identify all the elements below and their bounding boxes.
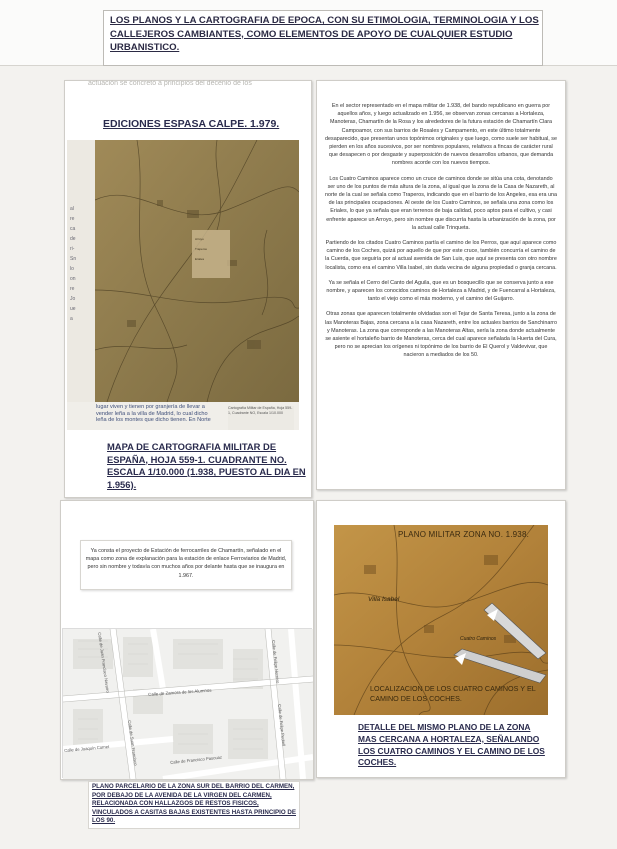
svg-text:Sn: Sn (70, 256, 77, 262)
history-paragraph: En el sector representado en el mapa militar de 1.938, del bando republicano en guerra por aquellos años, y luego actualizado en 1.956, se observan zonas cercanas a Hortaleza, Manoteras, Chamartín de la Rosa y los alrededores de la futura estación de Chamartín Clara Campoamor, con sus barrios de Rosales y Campamento, en este último totalmente desaparecido, que presentan unos topónimos originales y que luego, como suele ser habitual, se pierden en los años sucesivos, por ser nombres populares, relativos a fincas de carácter rural que desapecen o por desgaste y superposición de nuevos desarrollos urbanos, que demanda nombres acorde con los nuevos tiempos. (325, 103, 557, 167)
street-label: Calle de Joaquín Cornet (64, 744, 110, 753)
svg-text:lo: lo (70, 266, 74, 272)
svg-text:Jo: Jo (70, 296, 76, 302)
street-label: Calle de Juan Francisco Navarro (97, 632, 111, 694)
street-label: Calle de Felipe Pedrell (277, 704, 287, 747)
svg-text:re: re (70, 216, 75, 222)
svg-text:de: de (70, 236, 76, 242)
zone-map-overlay-text: LOCALIZACION DE LOS CUATRO CAMINOS Y EL CAMINO DE LOS COCHES. (370, 684, 536, 703)
svg-text:al: al (70, 206, 74, 212)
ghost-text: actuación se concretó a principios del decenio de los (88, 80, 252, 87)
svg-text:ue: ue (70, 306, 76, 312)
street-label: Calle de Francisco Pascuaz (170, 754, 223, 765)
history-paragraph: Los Cuatro Caminos aparece como un cruce de caminos donde se sitúa una cota, denotando ser uno de los puntos de más altura de la zona, al igual que la zona de la Casa de Nazareth, al norte de la cual se señala como Traperos, indicando que en el barrio de los Angeles, esa era una de las principales ocupaciones. Al oeste de los Cuatro Caminos, se señala una zona como los Eriales, lo que ya señala que eran terrenos de baja calidad, poco aptos para el cultivo, y casi enfrente aparece un Arroyo, pero sin nombre que discurría hasta la urbanización de la zona, por la actual calle Trinqueta. (325, 175, 557, 231)
chamartin-note: Ya consta el proyecto de Estación de ferrocarriles de Chamartín, señalado en el mapa como zona de explanación para la estación de enlace Ferroviarios de Madrid, pero sin nombre y todavía con muchos años por delante hasta que se inaugura en 1.967. (85, 548, 287, 579)
svg-text:Arroyo: Arroyo (195, 237, 204, 241)
svg-text:on: on (70, 276, 76, 282)
page-title: LOS PLANOS Y LA CARTOGRAFIA DE EPOCA, CON SU ETIMOLOGIA, TERMINOLOGIA Y LOS CALLEJEROS CAMBIANTES, COMO ELEMENTOS DE APOYO DE CUALQUIER ESTUDIO URBANISTICO. (110, 15, 539, 53)
svg-text:ca: ca (70, 226, 76, 232)
svg-text:Eriales: Eriales (195, 257, 205, 261)
map-inset-label: Cartografía Militar de España, Hoja 559-1, Cuadrante NO, Escala 1/10.000 (228, 406, 294, 430)
military-map-caption: MAPA DE CARTOGRAFIA MILITAR DE ESPAÑA, HOJA 559-1. CUADRANTE NO. ESCALA 1/10.000 (1.938, PUESTO AL DIA EN 1.956). (107, 441, 306, 490)
history-paragraph: Ya se señala el Cerro del Canto del Aguila, que es un bosquecillo que se conserva junto a ese nombre, y aparecen los conocidos caminos de Hortaleza a Madrid, y de Fuencarral a Hortaleza, tanto el viejo como el más moderno, y el camino del Guijarro. (326, 279, 556, 303)
street-label: Calle de Felipe Herrero (271, 640, 281, 684)
history-paragraph: Otras zonas que aparecen totalmente olvidadas son el Tejar de Santa Teresa, junto a la zona de las Manoteras Bajas, zona cercana a la casa Nazareth, entre los actuales barrios de Sanchinarro y Manoteras. La zona que corresponde a las Manoteras Altas, sería la zona donde actualmente se asiente el hortaleño barrio de Manoteras, cerca del cual aparece señalada la Huerta del Cura, pero no se aprecian los orígenes ni topónimo de los barrio de El Querol y Valdevivar, que nacieron a mediados de los 50. (325, 311, 557, 359)
street-map-caption: PLANO PARCELARIO DE LA ZONA SUR DEL BARRIO DEL CARMEN, POR DEBAJO DE LA AVENIDA DE LA VIRGEN DEL CARMEN, RELACIONADA CON HALLAZGOS DE RESTOS FISICOS, VINCULADOS A CASITAS BAJAS EXISTENTES HASTA PRINCIPIO DE LOS 90. (92, 783, 296, 825)
street-label: Calle de Suan Francisco (127, 720, 139, 766)
svg-text:Traperos: Traperos (195, 247, 207, 251)
military-map-image (67, 140, 299, 430)
edition-title: EDICIONES ESPASA CALPE. 1.979. (103, 118, 280, 130)
history-text (325, 102, 557, 367)
svg-text:ri-: ri- (70, 246, 75, 252)
map-left-text: lugar viven y tienen por granjería de llevar a vender leña a la villa de Madrid, lo cual dicho leña de los montes que dicho tienen. En Norte (96, 404, 211, 424)
svg-text:re: re (70, 286, 75, 292)
zone-map-caption: DETALLE DEL MISMO PLANO DE LA ZONA MAS CERCANA A HORTALEZA, SEÑALANDO LOS CUATRO CAMINOS Y EL CAMINO DE LOS COCHES. (358, 722, 545, 768)
cuatro-caminos-label: Cuatro Caminos (460, 636, 497, 642)
history-paragraph: Partiendo de los citados Cuatro Caminos partía el camino de los Perros, que aquí aparece como camino de los Coches, quizá por aquello de que por este cruce, también concurría el camino de la Cuerda, que seguiría por al actual avenida de San Luis, que aquí se presenta con otro nombre localista, como era el camino Villa Isabel, sin duda vecina de alguna propiedad o granja cercana. (325, 240, 557, 271)
svg-text:a: a (70, 316, 73, 322)
street-label: Calle de Zamora de los Alumnos (148, 687, 212, 697)
zone-map-title: PLANO MILITAR ZONA NO. 1.938. (398, 530, 530, 539)
villa-isabel-label: Villa Isabel (368, 596, 400, 603)
